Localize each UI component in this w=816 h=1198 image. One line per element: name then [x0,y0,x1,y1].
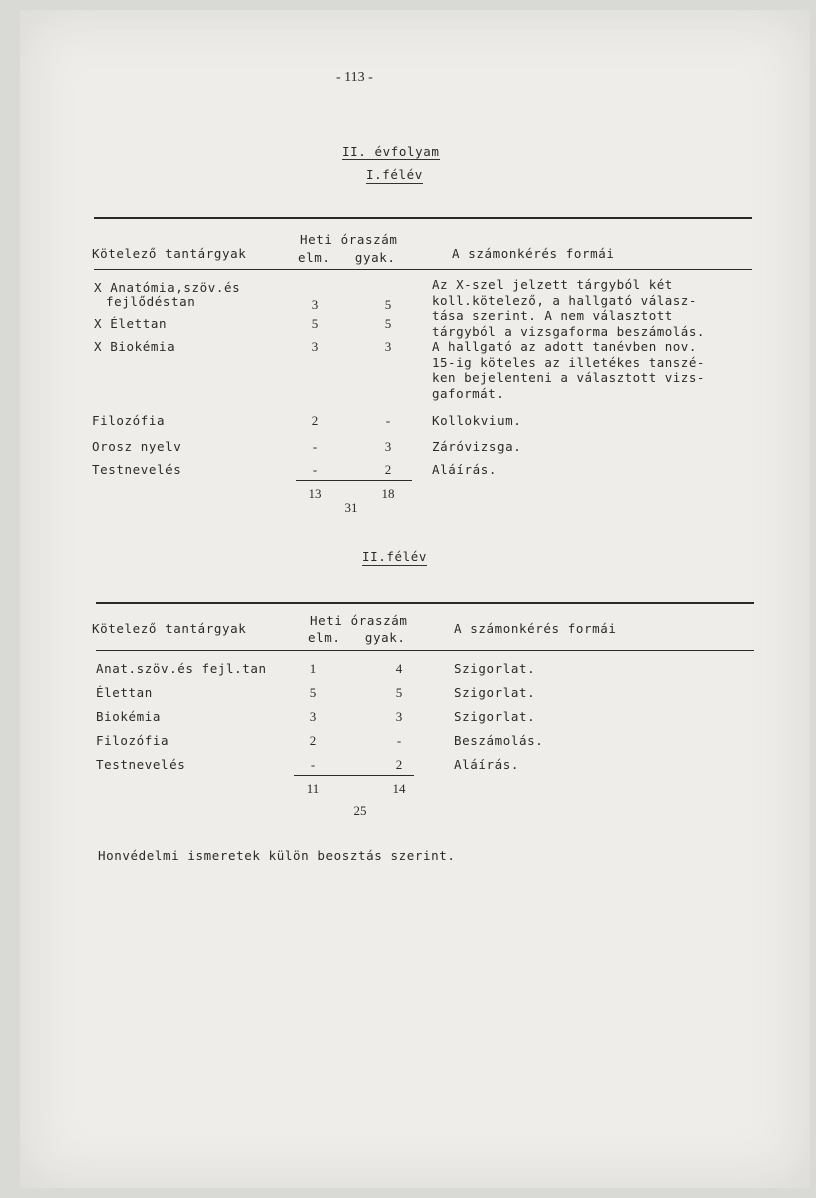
table1-row-1-subject: X Anatómia,szöv.és [94,280,241,295]
table1-row-5-gyak: 3 [384,439,392,454]
table2-row-5-elm: - [310,757,316,772]
table1-note-line: tárgyból a vizsgaforma beszámolás. [432,323,705,339]
table1-row-3-elm: 3 [311,339,319,354]
table1-note-line: gaformát. [432,385,505,401]
table2-row-3-subject: Biokémia [96,709,162,724]
table2-total: 25 [353,803,367,818]
table1-total-elm: 13 [308,486,322,501]
table1-top-rule [94,217,752,219]
table2-header-subjects: Kötelező tantárgyak [92,621,247,636]
table2-total-gyak: 14 [392,781,406,796]
table1-row-4-exam: Kollokvium. [432,413,522,428]
table2-row-5-subject: Testnevelés [96,757,186,772]
table2-row-3-elm: 3 [309,709,317,724]
table1-note-line: A hallgató az adott tanévben nov. [432,339,697,354]
table1-row-5-exam: Záróvizsga. [432,439,522,454]
page-number: - 113 - [336,70,373,85]
table1-note [432,277,705,401]
table2-row-4-elm: 2 [309,733,317,748]
table2-row-2-gyak: 5 [395,685,403,700]
table1-row-6-gyak: 2 [384,462,392,477]
table1-note-line: ken bejelenteni a választott vizs- [432,370,705,385]
table1-row-4-elm: 2 [311,413,319,428]
table2-row-5-gyak: 2 [395,757,403,772]
table1-header-hours-sub: elm. gyak. [298,250,396,265]
footer-note: Honvédelmi ismeretek külön beosztás szerint. [98,848,456,863]
table1-note-line: Az X-szel jelzett tárgyból két [432,277,673,292]
table1-row-1-gyak: 5 [384,297,392,312]
table1-row-2-subject: X Élettan [94,316,168,331]
table2-row-2-exam: Szigorlat. [454,685,536,700]
table1-row-5-elm: - [312,439,318,454]
table2-row-2-subject: Élettan [96,685,153,700]
table2-header-hours: Heti óraszám [310,613,408,628]
table1-total-gyak: 18 [381,486,395,501]
table2-row-1-elm: 1 [309,661,317,676]
document-page [20,10,810,1188]
table2-header-hours-sub: elm. gyak. [308,630,406,645]
table1-row-4-subject: Filozófia [92,413,166,428]
table2-row-2-elm: 5 [309,685,317,700]
table1-row-1-subject-cont: fejlődéstan [106,294,196,309]
table2-row-3-gyak: 3 [395,709,403,724]
table1-sum-rule [296,480,412,481]
table1-row-2-elm: 5 [311,316,319,331]
table2-row-4-exam: Beszámolás. [454,733,544,748]
table2-header-rule [96,650,754,651]
semester-1-heading: I.félév [366,167,423,182]
semester-2-heading: II.félév [362,549,428,564]
table1-row-1-elm: 3 [311,297,319,312]
table2-header-exam: A számonkérés formái [454,621,617,636]
table2-row-1-exam: Szigorlat. [454,661,536,676]
table2-row-1-subject: Anat.szöv.és fejl.tan [96,661,267,676]
table1-note-line: 15-ig köteles az illetékes tanszé- [432,354,705,370]
table2-sum-rule [294,775,414,776]
table1-total: 31 [344,500,358,515]
table1-row-5-subject: Orosz nyelv [92,439,182,454]
table2-total-elm: 11 [306,781,320,796]
table1-row-6-subject: Testnevelés [92,462,182,477]
table1-row-2-gyak: 5 [384,316,392,331]
table2-row-1-gyak: 4 [395,661,403,676]
table1-header-subjects: Kötelező tantárgyak [92,246,247,261]
table1-row-3-subject: X Biokémia [94,339,176,354]
year-heading: II. évfolyam [342,144,440,159]
table1-header-exam: A számonkérés formái [452,246,615,261]
table1-note-line: koll.kötelező, a hallgató válasz- [432,292,697,308]
table1-row-6-elm: - [312,462,318,477]
table1-note-line: tása szerint. A nem választott [432,308,673,323]
table1-header-hours: Heti óraszám [300,232,398,247]
table1-row-4-gyak: - [385,413,391,428]
table1-header-rule [94,269,752,270]
table1-row-6-exam: Aláírás. [432,462,498,477]
table2-row-4-subject: Filozófia [96,733,170,748]
table2-row-3-exam: Szigorlat. [454,709,536,724]
table2-top-rule [96,602,754,604]
table1-row-3-gyak: 3 [384,339,392,354]
table2-row-4-gyak: - [396,733,402,748]
table2-row-5-exam: Aláírás. [454,757,520,772]
